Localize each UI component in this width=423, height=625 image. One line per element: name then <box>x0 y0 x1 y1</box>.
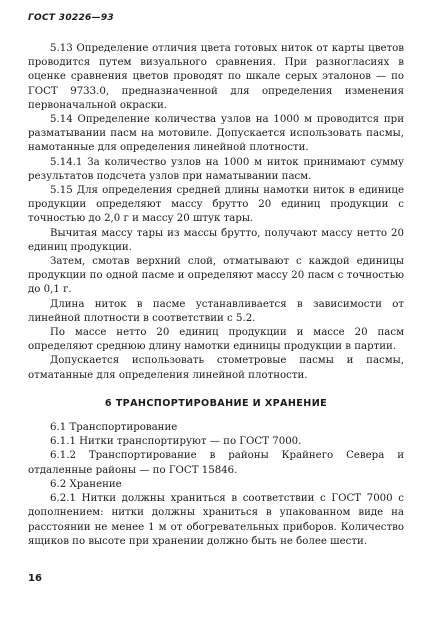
page-number: 16 <box>28 573 42 584</box>
paragraph-6-1-1: 6.1.1 Нитки транспортируют — по ГОСТ 7000. <box>50 436 302 448</box>
paragraph-5-15: 5.15 Для определения средней длины намотки ниток в единице продукции определяют массу брутто 20 единиц продукции с точностью до 2,0 г и массу 20 штук тары. <box>28 185 404 225</box>
paragraph-6-1: 6.1 Транспортирование <box>50 422 178 434</box>
paragraph-net-mass: Вычитая массу тары из массы брутто, получают массу нетто 20 единиц продукции. <box>28 227 404 253</box>
paragraph-skein-length: Длина ниток в пасме устанавливается в зависимости от линейной плотности в соответствии с 5.2. <box>28 298 404 324</box>
paragraph-average-length: По массе нетто 20 единиц продукции и массе 20 пасм определяют среднюю длину намотки единицы продукции в партии. <box>28 327 404 353</box>
paragraph-5-14-1: 5.14.1 За количество узлов на 1000 м ниток принимают сумму результатов подсчета узлов при наматывании пасм. <box>28 156 404 182</box>
section-title-transport-storage: 6 ТРАНСПОРТИРОВАНИЕ И ХРАНЕНИЕ <box>104 397 328 409</box>
paragraph-6-1-2: 6.1.2 Транспортирование в районы Крайнего Севера и отдаленные районы — по ГОСТ 15846. <box>28 450 404 476</box>
document-body <box>28 42 404 549</box>
paragraph-5-13: 5.13 Определение отличия цвета готовых ниток от карты цветов проводится путем визуального сравнения. При разногласиях в оценке сравнения цветов проводят по шкале серых эталонов — по ГОСТ 9733.0, предназначенной для определения изменения первоначальной окраски. <box>28 43 404 111</box>
page-header: ГОСТ 30226—93 <box>28 13 114 23</box>
paragraph-skein-mass: Затем, смотав верхний слой, отматывают с каждой единицы продукции по одной пасме и определяют массу 20 пасм с точностью до 0,1 г. <box>28 256 404 296</box>
paragraph-permitted-skeins: Допускается использовать стометровые пасмы и пасмы, отматанные для определения линейной плотности. <box>28 355 404 381</box>
paragraph-6-2: 6.2 Хранение <box>50 478 122 490</box>
paragraph-6-2-1: 6.2.1 Нитки должны храниться в соответствии с ГОСТ 7000 с дополнением: нитки должны храниться в упакованном виде на расстоянии не менее 1 м от обогревательных приборов. Количество ящиков по высоте при хранении должно быть не более шести. <box>28 493 404 547</box>
paragraph-5-14: 5.14 Определение количества узлов на 1000 м проводится при разматывании пасм на мотовиле. Допускается использовать пасмы, намотанные для определения линейной плотности. <box>28 114 404 154</box>
